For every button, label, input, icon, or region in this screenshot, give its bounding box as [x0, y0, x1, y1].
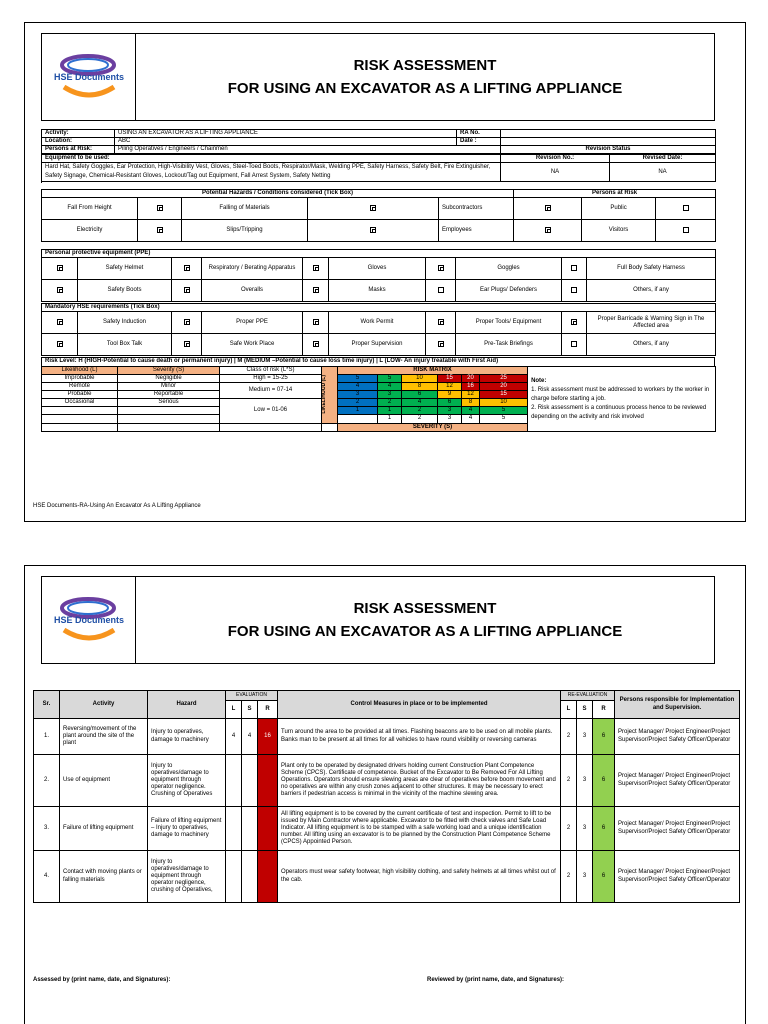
row-l: 4 — [226, 719, 242, 755]
matrix-cell: 4 — [402, 399, 438, 407]
header-box — [41, 33, 715, 121]
equipment-table — [41, 154, 716, 182]
equipment-label: Equipment to be used: — [42, 155, 501, 163]
date-label: Date : — [457, 138, 501, 146]
matrix-header: RISK MATRIX — [338, 367, 528, 375]
row-sr: 3. — [34, 807, 60, 851]
ppe-label: Safety Boots — [78, 280, 172, 302]
equipment-value: Hard Hat, Safety Goggles, Ear Protection, High-Visibility Vest, Gloves, Steel-Toed Boots, Respirator/Mask, Welding PPE, Safety Harness, Safety Belt, Fire Extinguisher, Safety Signage, Chemical-Resistant Gloves, Lockout/Tag out Equipment, Fall Arrest System, Safety Netting — [42, 163, 501, 182]
checkbox[interactable] — [571, 287, 577, 293]
matrix-cell: 4 — [462, 415, 480, 423]
risk-level-text: Risk Level: H (HIGH-Potential to cause death or permanent injury) | M (MEDIUM –Potential to cause loss time injury) | L (LOW- An injury treatable with First Aid) — [42, 358, 715, 367]
row-hazard: Failure of lifting equipment – Injury to operatives, damage to machinery — [148, 807, 226, 851]
mhse-label: Safe Work Place — [202, 334, 303, 356]
row-r — [258, 755, 278, 807]
person-label: Public — [582, 198, 656, 220]
matrix-cell: 3 — [438, 415, 462, 423]
ppe-label: Safety Helmet — [78, 258, 172, 280]
checkbox[interactable] — [57, 341, 63, 347]
note-1: 1. Risk assessment must be addressed to workers by the worker in charge before starting a job. — [531, 387, 710, 402]
hazards-header: Potential Hazards / Conditions considered (Tick Box) — [42, 190, 514, 198]
checkbox[interactable] — [57, 319, 63, 325]
hazard-row — [42, 198, 716, 220]
checkbox[interactable] — [545, 227, 551, 233]
row-sr: 2. — [34, 755, 60, 807]
class-high: High = 15-25 — [220, 375, 322, 383]
row-l — [226, 807, 242, 851]
risk-matrix-table — [41, 366, 716, 432]
person-label: Employees — [439, 220, 514, 242]
person-label: Subcontractors — [439, 198, 514, 220]
checkbox[interactable] — [438, 265, 444, 271]
mhse-label: Proper Barricade & Warning Sign in The Affected area — [587, 312, 716, 334]
info-table — [41, 129, 716, 154]
row-l2: 2 — [561, 851, 577, 903]
revision-status: Revision Status — [501, 146, 716, 154]
mhse-label: Safety Induction — [78, 312, 172, 334]
row-l — [226, 851, 242, 903]
row-responsible: Project Manager/ Project Engineer/Project Supervisor/Project Safety Officer/Operator — [615, 851, 740, 903]
likelihood-level: Probable — [42, 391, 118, 399]
revised-date-label: Revised Date: — [610, 155, 716, 163]
row-l2: 2 — [561, 719, 577, 755]
reviewed-by: Reviewed by (print name, date, and Signatures): — [427, 977, 565, 983]
mhse-label: Proper Tools/ Equipment — [456, 312, 562, 334]
checkbox[interactable] — [184, 341, 190, 347]
page-1 — [24, 22, 746, 522]
page-footer: HSE Documents-RA-Using An Excavator As A Lifting Appliance — [33, 503, 201, 509]
row-r2: 6 — [593, 719, 615, 755]
row-control: Turn around the area to be provided at all times. Flashing beacons are to be used on all mobile plants. Banks man to be present at all times for all vehicles to have round visibility or reversing cameras — [278, 719, 561, 755]
ppe-table — [41, 249, 716, 302]
activity-value: USING AN EXCAVATOR AS A LIFTING APPLIANCE — [115, 130, 457, 138]
row-activity: Failure of lifting equipment — [60, 807, 148, 851]
table-row — [34, 851, 740, 903]
hazard-label: Falling of Materials — [182, 198, 308, 220]
col-r2: R — [593, 701, 615, 719]
row-control: Plant only to be operated by designated drivers holding current Construction Plant Competence Scheme (CPCS). Certificate of competence. Bucket of the Excavator to Be Removed For All Lifting Operations. Operators should ensure slewing areas are clear of operatives before boom movement and no operatives are within any crush zones adjacent to other structures. It may be necessary to erect barriers if pedestrian access is minimal in the vicinity of the machine slewing area. — [278, 755, 561, 807]
matrix-cell: 5 — [338, 375, 378, 383]
class-low: Low = 01-06 — [220, 399, 322, 423]
likelihood-level: Remote — [42, 383, 118, 391]
row-r2: 6 — [593, 851, 615, 903]
persons-label: Persons at Risk: — [42, 146, 115, 154]
company-logo — [42, 34, 136, 120]
checkbox[interactable] — [683, 227, 689, 233]
ppe-label: Gloves — [329, 258, 426, 280]
checkbox[interactable] — [57, 287, 63, 293]
mhse-label: Tool Box Talk — [78, 334, 172, 356]
severity-level: Reportable — [118, 391, 220, 399]
matrix-cell: 12 — [462, 391, 480, 399]
row-r2: 6 — [593, 807, 615, 851]
mhse-label: Work Permit — [329, 312, 426, 334]
row-hazard: Injury to operatives/damage to equipment through operator negligence, crushing of Operatives, — [148, 851, 226, 903]
note-2: 2. Risk assessment is a continuous process hence to be reviewed depending on the activity and risk involved — [531, 405, 707, 420]
checkbox[interactable] — [313, 287, 319, 293]
row-responsible: Project Manager/ Project Engineer/Project Supervisor/Project Safety Officer/Operator — [615, 807, 740, 851]
checkbox[interactable] — [438, 319, 444, 325]
hazard-label: Fall From Height — [42, 198, 138, 220]
mhse-label: Others, if any — [587, 334, 716, 356]
col-l: L — [226, 701, 242, 719]
ppe-label: Overalls — [202, 280, 303, 302]
hazard-label: Electricity — [42, 220, 138, 242]
hazard-row — [42, 220, 716, 242]
company-logo — [42, 577, 136, 663]
row-s2: 3 — [577, 719, 593, 755]
checkbox[interactable] — [571, 341, 577, 347]
matrix-cell: 15 — [438, 375, 462, 383]
col-activity: Activity — [60, 691, 148, 719]
checkbox[interactable] — [683, 205, 689, 211]
doc-subtitle: FOR USING AN EXCAVATOR AS A LIFTING APPLIANCE — [227, 80, 623, 97]
checkbox[interactable] — [313, 341, 319, 347]
matrix-cell: 9 — [438, 391, 462, 399]
checkbox[interactable] — [313, 319, 319, 325]
col-sr: Sr. — [34, 691, 60, 719]
ppe-label: Masks — [329, 280, 426, 302]
matrix-cell: 4 — [378, 383, 402, 391]
location-value: ABC — [115, 138, 457, 146]
row-activity: Use of equipment — [60, 755, 148, 807]
row-hazard: Injury to operatives, damage to machinery — [148, 719, 226, 755]
row-sr: 4. — [34, 851, 60, 903]
hazard-label: Slips/Tripping — [182, 220, 308, 242]
row-activity: Contact with moving plants or falling materials — [60, 851, 148, 903]
checkbox[interactable] — [438, 341, 444, 347]
severity-level: Minor — [118, 383, 220, 391]
row-l2: 2 — [561, 755, 577, 807]
notes-title: Note: — [531, 378, 547, 384]
checkbox[interactable] — [438, 287, 444, 293]
rev-no-label: Revision No.: — [501, 155, 610, 163]
doc-title: RISK ASSESSMENT — [353, 57, 497, 74]
ppe-label: Respiratory / Berating Apparatus — [202, 258, 303, 280]
checkbox[interactable] — [370, 205, 376, 211]
matrix-cell: 2 — [402, 415, 438, 423]
likelihood-axis — [322, 367, 338, 424]
matrix-cell: 15 — [480, 391, 528, 399]
col-s: S — [242, 701, 258, 719]
person-label: Visitors — [582, 220, 656, 242]
col-control: Control Measures in place or to be implemented — [278, 691, 561, 719]
severity-level: Serious — [118, 399, 220, 407]
matrix-cell: 10 — [402, 375, 438, 383]
col-hazard: Hazard — [148, 691, 226, 719]
ppe-header: Personal protective equipment (PPE) — [42, 250, 716, 258]
ppe-label: Goggles — [456, 258, 562, 280]
likelihood-header: Likelihood (L) — [42, 367, 118, 375]
matrix-cell: 1 — [378, 415, 402, 423]
matrix-cell: 5 — [480, 407, 528, 415]
checkbox[interactable] — [184, 319, 190, 325]
checkbox[interactable] — [57, 265, 63, 271]
severity-axis-label: SEVERITY (S) — [338, 423, 528, 431]
class-header: Class of risk (L*S) — [220, 367, 322, 375]
checkbox[interactable] — [313, 265, 319, 271]
rev-no-value: NA — [501, 163, 610, 182]
ppe-label: Others, if any — [587, 280, 716, 302]
row-activity: Reversing/movement of the plant around the site of the plant — [60, 719, 148, 755]
doc-subtitle: FOR USING AN EXCAVATOR AS A LIFTING APPLIANCE — [227, 623, 623, 640]
ra-label: RA No. — [457, 130, 501, 138]
checkbox[interactable] — [157, 205, 163, 211]
row-responsible: Project Manager/ Project Engineer/Project Supervisor/Project Safety Officer/Operator — [615, 755, 740, 807]
matrix-cell: 12 — [438, 383, 462, 391]
likelihood-level: Improbable — [42, 375, 118, 383]
doc-title: RISK ASSESSMENT — [353, 600, 497, 617]
checkbox[interactable] — [571, 319, 577, 325]
severity-header: Severity (S) — [118, 367, 220, 375]
checkbox[interactable] — [184, 265, 190, 271]
checkbox[interactable] — [157, 227, 163, 233]
matrix-cell: 5 — [480, 415, 528, 423]
class-medium: Medium = 07-14 — [220, 383, 322, 399]
matrix-cell: 3 — [338, 391, 378, 399]
table-row — [34, 807, 740, 851]
col-evaluation: EVALUATION — [226, 691, 278, 701]
row-control: All lifting equipment is to be covered by the current certificate of test and inspection. Permit to lift to be issued by Main Contractor where applicable. Excavator to be fitted with check valves and Safe Load Indicator. All lifting equipment is to be stamped with a safe working load and a unique identification number. All lifting using an excavator is to be planned by the Construction Plant Competence Scheme (CPCS) Appointed Person. — [278, 807, 561, 851]
table-row — [34, 755, 740, 807]
table-row — [34, 719, 740, 755]
location-label: Location: — [42, 138, 115, 146]
ppe-label: Full Body Safety Harness — [587, 258, 716, 280]
row-l — [226, 755, 242, 807]
activity-label: Activity: — [42, 130, 115, 138]
checkbox[interactable] — [370, 227, 376, 233]
matrix-cell: 2 — [402, 407, 438, 415]
row-s: 4 — [242, 719, 258, 755]
ra-value — [501, 130, 716, 138]
row-control: Operators must wear safety footwear, high visibility clothing, and safety helmets at all times whilst out of the cab. — [278, 851, 561, 903]
matrix-cell: 6 — [438, 399, 462, 407]
row-r — [258, 807, 278, 851]
col-l2: L — [561, 701, 577, 719]
row-r — [258, 851, 278, 903]
row-hazard: Injury to operatives/damage to equipment through operator negligence. Crushing of Operatives — [148, 755, 226, 807]
matrix-cell — [338, 415, 378, 423]
matrix-cell: 5 — [378, 375, 402, 383]
matrix-cell: 25 — [480, 375, 528, 383]
matrix-cell: 2 — [338, 399, 378, 407]
revised-date-value: NA — [610, 163, 716, 182]
persons-value: Piling Operatives / Engineers / Chainmen — [115, 146, 501, 154]
col-r: R — [258, 701, 278, 719]
assessed-by: Assessed by (print name, date, and Signatures): — [33, 977, 171, 983]
matrix-cell: 1 — [378, 407, 402, 415]
notes — [528, 367, 716, 432]
date-value — [501, 138, 716, 146]
matrix-cell: 20 — [462, 375, 480, 383]
matrix-cell: 1 — [338, 407, 378, 415]
matrix-cell: 10 — [480, 399, 528, 407]
hazards-table — [41, 189, 716, 242]
matrix-cell: 20 — [480, 383, 528, 391]
row-s — [242, 755, 258, 807]
matrix-cell: 16 — [462, 383, 480, 391]
likelihood-axis-label: LIKELIHOOD (L) — [321, 375, 327, 415]
likelihood-level: Occasional — [42, 399, 118, 407]
col-s2: S — [577, 701, 593, 719]
severity-level: Negligible — [118, 375, 220, 383]
checkbox[interactable] — [571, 265, 577, 271]
matrix-cell: 4 — [462, 407, 480, 415]
col-reevaluation: RE-EVALUATION — [561, 691, 615, 701]
mandatory-hse-table — [41, 303, 716, 356]
row-s — [242, 851, 258, 903]
row-sr: 1. — [34, 719, 60, 755]
assessment-table — [33, 690, 740, 903]
row-s — [242, 807, 258, 851]
row-l2: 2 — [561, 807, 577, 851]
mhse-header: Mandatory HSE requirements (Tick Box) — [42, 304, 716, 312]
svg-text:HSE Documents: HSE Documents — [53, 72, 124, 82]
header-box-2 — [41, 576, 715, 664]
matrix-cell: 3 — [378, 391, 402, 399]
matrix-cell: 6 — [402, 391, 438, 399]
mhse-label: Proper PPE — [202, 312, 303, 334]
row-s2: 3 — [577, 755, 593, 807]
row-s2: 3 — [577, 851, 593, 903]
mhse-label: Pre-Task Briefings — [456, 334, 562, 356]
row-r2: 6 — [593, 755, 615, 807]
col-persons: Persons responsible for Implementation and Supervision. — [615, 691, 740, 719]
row-s2: 3 — [577, 807, 593, 851]
matrix-cell: 8 — [402, 383, 438, 391]
matrix-cell: 3 — [438, 407, 462, 415]
matrix-cell: 4 — [338, 383, 378, 391]
svg-text:HSE Documents: HSE Documents — [53, 615, 124, 625]
persons-header: Persons at Risk — [514, 190, 716, 198]
row-r: 16 — [258, 719, 278, 755]
row-responsible: Project Manager/ Project Engineer/Project Supervisor/Project Safety Officer/Operator — [615, 719, 740, 755]
checkbox[interactable] — [184, 287, 190, 293]
checkbox[interactable] — [545, 205, 551, 211]
matrix-cell: 8 — [462, 399, 480, 407]
matrix-cell: 2 — [378, 399, 402, 407]
page-2 — [24, 565, 746, 1024]
ppe-label: Ear Plugs/ Defenders — [456, 280, 562, 302]
mhse-label: Proper Supervision — [329, 334, 426, 356]
